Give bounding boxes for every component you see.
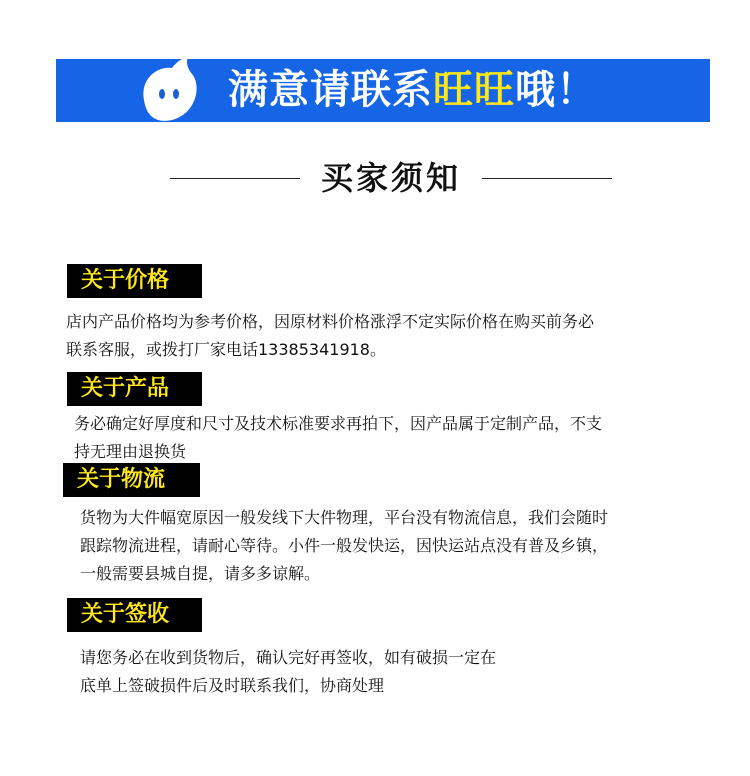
section-line: 一般需要县城自提，请多多谅解。 (80, 564, 321, 583)
banner-text-end: 哦！ (515, 67, 597, 113)
section-line: 务必确定好厚度和尺寸及技术标准要求再拍下，因产品属于定制产品，不支 (74, 414, 603, 433)
page-title: 买家须知 (320, 159, 461, 197)
section-line: 请您务必在收到货物后，确认完好再签收，如有破损一定在 (80, 648, 497, 667)
section-body-signoff (80, 644, 496, 700)
section-line: 店内产品价格均为参考价格，因原材料价格涨浮不定实际价格在购买前务必 (66, 312, 595, 331)
section-line: 底单上签破损件后及时联系我们，协商处理 (80, 676, 385, 695)
section-label-product: 关于产品 (67, 372, 202, 406)
section-body-price (66, 308, 594, 364)
banner-text (228, 60, 597, 120)
section-line: 持无理由退换货 (74, 442, 187, 461)
banner-text-highlight: 旺旺 (433, 67, 515, 113)
section-line: 货物为大件幅宽原因一般发线下大件物理，平台没有物流信息，我们会随时 (80, 508, 609, 527)
section-label-logistics: 关于物流 (63, 463, 200, 497)
section-body-product (74, 410, 602, 466)
section-label-signoff: 关于签收 (67, 598, 202, 632)
wangwang-mascot-icon (132, 56, 204, 128)
section-body-logistics (80, 504, 608, 588)
section-label-price: 关于价格 (67, 264, 202, 298)
section-line: 联系客服，或拨打厂家电话13385341918。 (66, 340, 386, 359)
title-rule-left (170, 178, 300, 179)
section-line: 跟踪物流进程，请耐心等待。小件一般发快运，因快运站点没有普及乡镇， (80, 536, 609, 555)
banner-text-main: 满意请联系 (228, 67, 433, 113)
title-rule-right (482, 178, 612, 179)
